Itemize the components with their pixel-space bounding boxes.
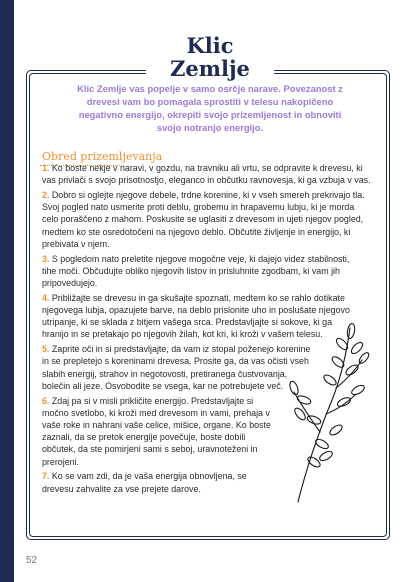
step-text: Zdaj pa si v misli prikličite energijo. Predstavljajte si močno svetlobo, ki kroži med drevesom in vami, prehaja v vaše roke in nahrani vaše celice, mišice, organe. Ko boste zaznali, da se pretok energije povečuje, boste dobili občutek, da ste pomirjeni sami s seboj, uravnoteženi in prerojeni. [42,395,271,467]
page-edge-bar [0,0,14,582]
step-text: Ko se vam zdi, da je vaša energija obnovljena, se drevesu zahvalite za vse prejete darove. [42,471,247,494]
title-line-2: Zemlje [170,56,250,81]
step-number: 5. [42,344,50,355]
section-title: Obred prizemljevanja [42,150,163,163]
title-line-1: Klic [186,33,234,58]
page-title [120,34,300,80]
intro-text: Klic Zemlje vas popelje v samo osrčje narave. Povezanost z drevesi vam bo pomagala sprostiti v telesu nakopičeno negativno energijo, okrepiti svojo prizemljenost in obnoviti svojo notranjo energijo. [77,83,343,133]
step-2 [42,189,373,250]
step-3 [42,253,373,290]
step-text: Zaprite oči in si predstavljajte, da vam iz stopal poženejo korenine in se prepletejo s koreninami drevesa. Prosite ga, da vas očisti vseh slabih energij, strahov in negotovosti, pretiranega čustvovanja, bolečin ali jeze. Osvobodite se vsega, kar ne potrebujete več. [42,344,311,391]
step-text: Približajte se drevesu in ga skušajte spoznati, medtem ko se rahlo dotikate njegovega lubja, opazujete barve, na deblo prislonite uho in poslušate njegovo utripanje, ki se sklada z bitjem vašega srca. Predstavljajte si sokove, ki ga hranijo in se pretakajo po njegovih žilah, kot kri, ki kroži v vašem telesu. [42,292,350,340]
step-number: 4. [42,292,50,303]
leafy-branch-icon [280,322,370,504]
step-number: 7. [42,471,50,482]
step-number: 2. [42,190,50,200]
step-text: Ko boste nekje v naravi, v gozdu, na travniku ali vrtu, se odpravite k drevesu, ki vas privlači s svojo prisotnostjo, eleganco in občutku ravnovesja, ki ga vzbuja v vas. [42,163,371,186]
step-text: Dobro si oglejte njegove debele, trdne korenine, ki v vseh smereh prekrivajo tla. Svoj pogled nato usmerite proti deblu, grobemu in hrapavemu lubju, ki je morda celo poraščeno z mahom. Poskusite se uglasiti z drevesom in ujeti njegov pogled, medtem ko ste osredotočeni na njegovo deblo. Občutite življenje in energijo, ki prebivata v njem. [42,190,365,249]
step-number: 1. [42,163,50,173]
step-number: 6. [42,395,50,406]
step-number: 3. [42,253,50,264]
step-text: S pogledom nato preletite njegove mogočne veje, ki dajejo videz stabilnosti, tihe moči. Občudujte obliko njegovih listov in prisluhnite zgodbam, ki vam jih pripovedujejo. [42,253,350,289]
step-1 [42,162,373,186]
page-number: 52 [26,555,38,566]
